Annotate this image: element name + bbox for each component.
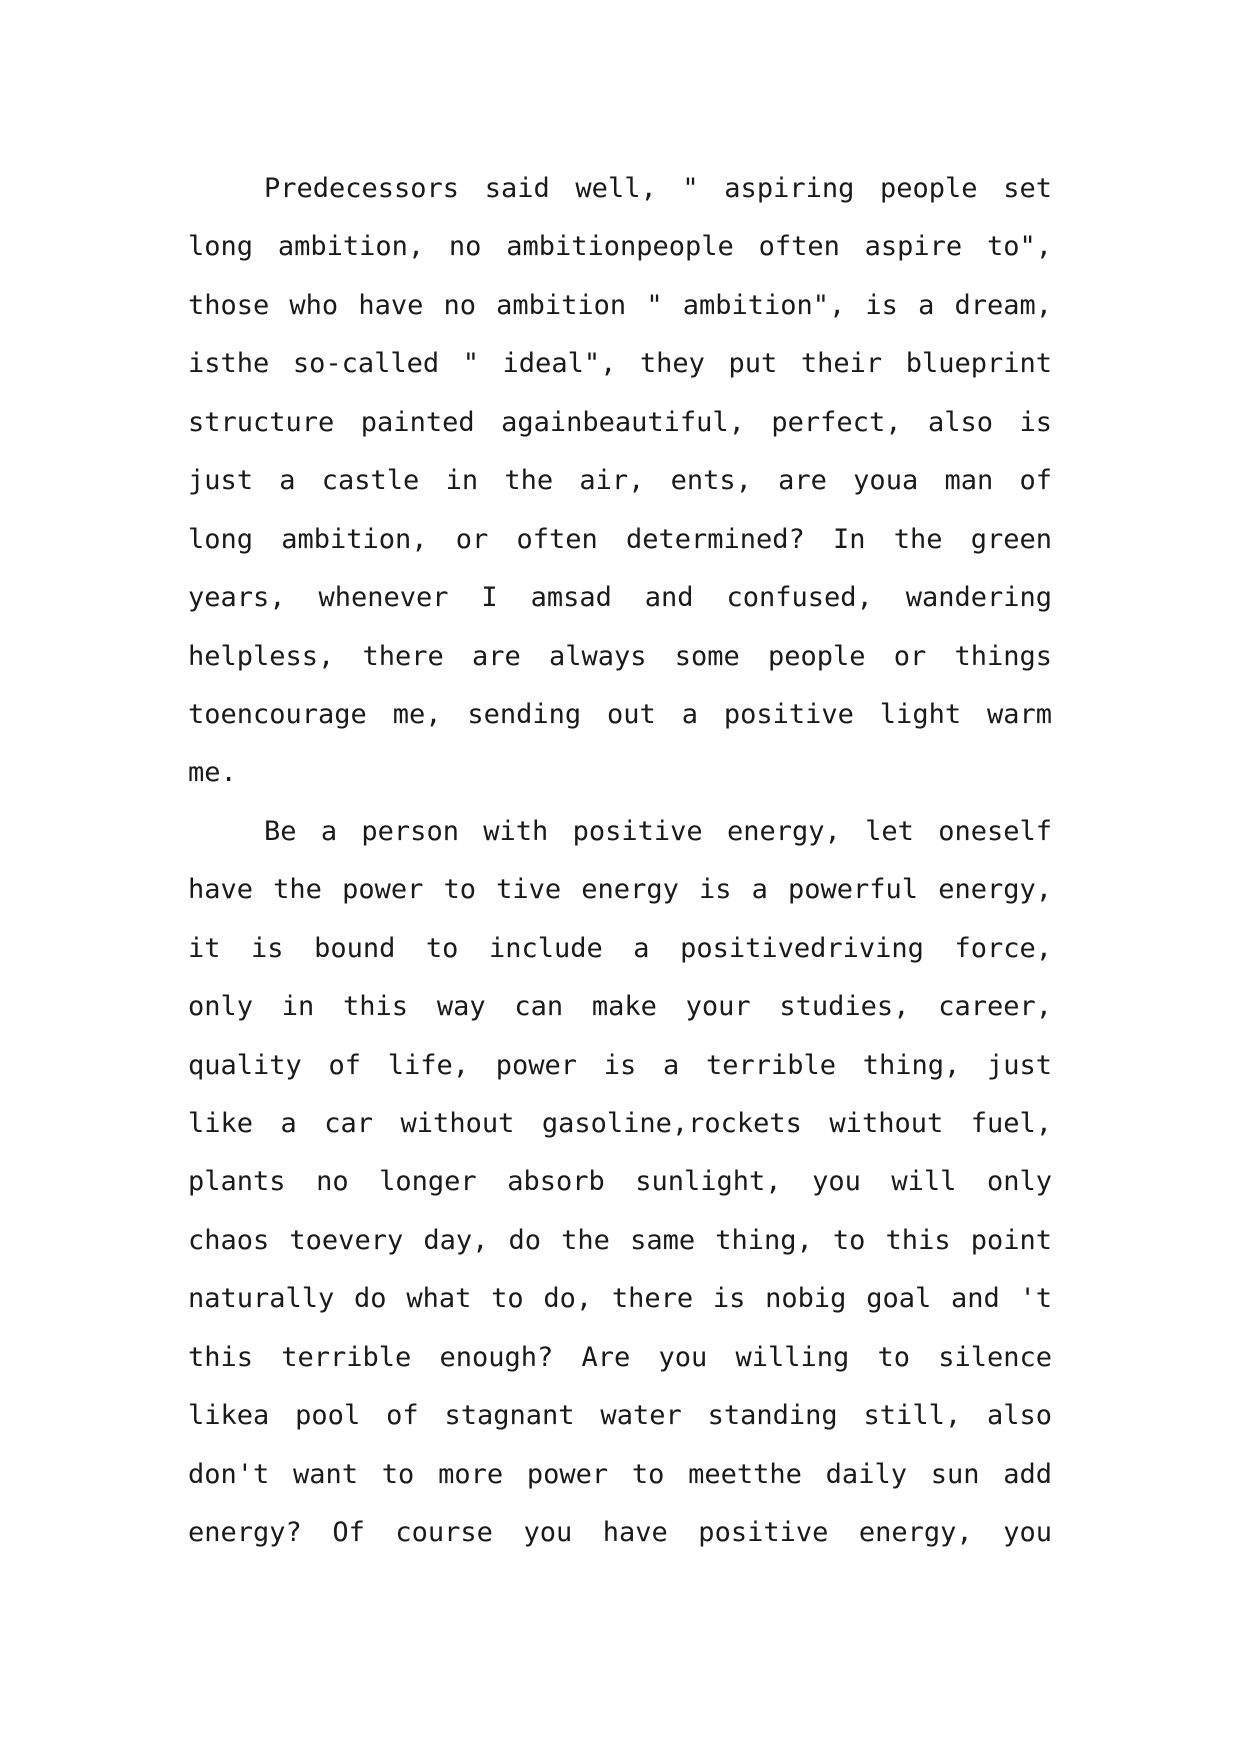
text-line: like a car without gasoline,rockets without fuel, [188, 1108, 1052, 1139]
text-line: don't want to more power to meetthe daily sun add [188, 1458, 1052, 1490]
text-line: those who have no ambition " ambition", is a dream, [188, 289, 1052, 321]
text-line: naturally do what to do, there is nobig goal and 't [188, 1283, 1052, 1315]
text-line: this terrible enough? Are you willing to silence [188, 1341, 1052, 1373]
paragraph-2 [188, 803, 1052, 1563]
paragraph-1 [188, 160, 1052, 803]
text-line: long ambition, or often determined? In the green [188, 523, 1052, 555]
text-line: chaos toevery day, do the same thing, to this point [188, 1224, 1052, 1256]
text-line: isthe so-called " ideal", they put their blueprint [188, 348, 1052, 380]
text-line: only in this way can make your studies, career, [188, 991, 1052, 1023]
text-line: structure painted againbeautiful, perfect, also is [188, 406, 1052, 438]
text-line: likea pool of stagnant water standing still, also [188, 1400, 1052, 1432]
body-text [188, 160, 1052, 1563]
text-line: long ambition, no ambitionpeople often aspire to", [188, 231, 1052, 263]
text-line: toencourage me, sending out a positive light warm [188, 698, 1052, 730]
text-line: just a castle in the air, ents, are youa man of [188, 465, 1052, 497]
text-line: Predecessors said well, " aspiring people set [264, 173, 1052, 204]
text-line: Be a person with positive energy, let oneself [264, 815, 1052, 847]
text-line: plants no longer absorb sunlight, you will only [188, 1166, 1052, 1198]
text-line: helpless, there are always some people or things [188, 640, 1052, 672]
text-line: years, whenever I amsad and confused, wandering [188, 582, 1052, 614]
text-line: quality of life, power is a terrible thing, just [188, 1049, 1052, 1081]
text-line: have the power to tive energy is a powerful energy, [188, 874, 1052, 906]
text-line: energy? Of course you have positive energy, you [188, 1517, 1052, 1549]
text-line: it is bound to include a positivedriving force, [188, 932, 1052, 964]
text-line: me. [188, 757, 237, 789]
